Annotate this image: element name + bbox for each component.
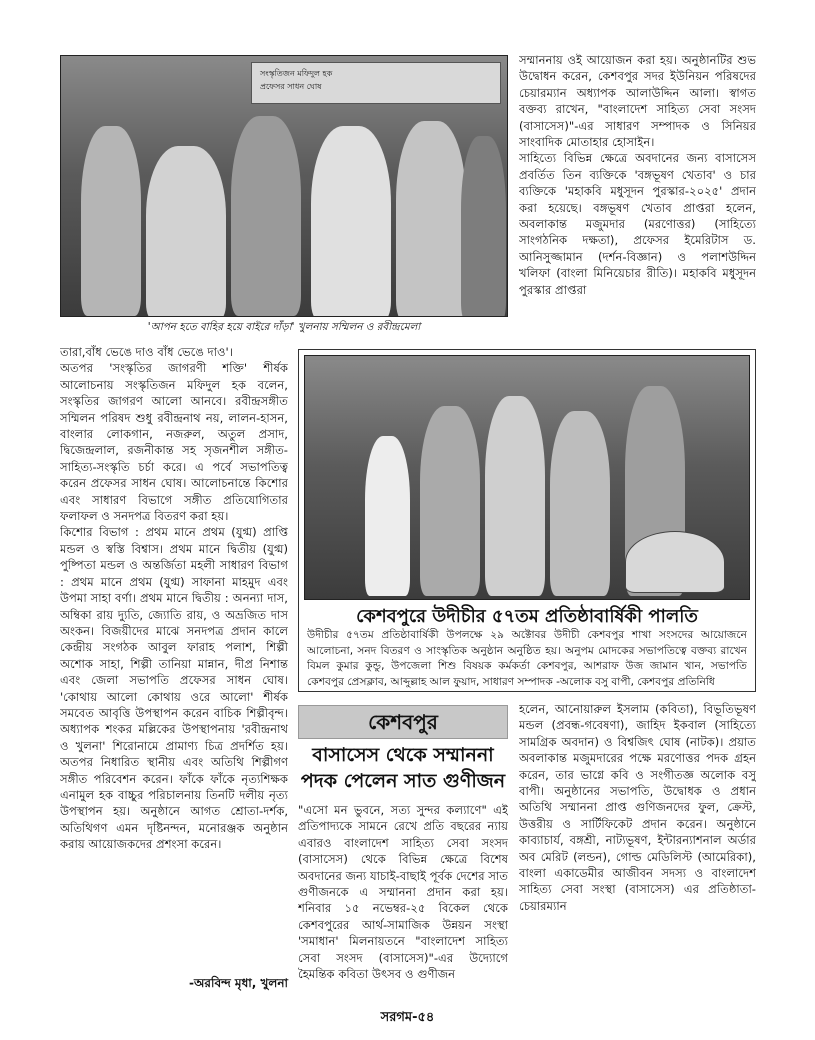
right-column-top <box>519 52 756 335</box>
photo-caption: 'আপন হতে বাহির হয়ে বাইরে দাঁড়া' খুলনায় সম্মিলন ও রবীন্দ্রমেলা <box>147 321 421 333</box>
paragraph: কিশোর বিভাগ : প্রথম মানে প্রথম (যুগ্ম) প্রাপ্তি মন্ডল ও স্বস্তি বিশ্বাস। প্রথম মানে দ্বিতীয় (যুগ্ম) পুষ্পিতা মন্ডল ও অন্তর্জিতা মহলী সাধারণ বিভাগ : প্রথম মানে প্রথম (যুগ্ম) সাফানা মাহমুদ এবং উপমা সাহা বর্ণা। প্রথম মানে দ্বিতীয় : অনন্যা দাস, অম্বিকা রায় দ্যুতি, জ্যোতি রায়, ও অভ্রজিত দাস অংকন। বিজয়ীদের মাঝে সনদপত্র প্রদান কালে কেন্দ্রীয় সংগঠক আবুল ফারাহ পলাশ, শিল্পী অশোক সাহা, শিল্পী তানিয়া মান্নান, দীপ্র নিশান্ত এবং জেলা সভাপতি প্রফেসর সাধন ঘোষ। 'কোথায় আলো কোথায় ওরে আলো' শীর্ষক সমবেত আবৃত্তি উপস্থাপন করেন বাচিক শিল্পীবৃন্দ। অধ্যাপক শংকর মল্লিকের উপস্থাপনায় 'রবীন্দ্রনাথ ও খুলনা' শিরোনামে প্রামাণ্য চিত্র প্রদর্শিত হয়। অতপর নিধারিত স্থানীয় এবং অতিথি শিল্পীগণ সঙ্গীত পরিবেশন করেন। ফাঁকে ফাঁকে নৃত্যশিক্ষক এনামুল হক বাচ্চুর পরিচালনায় তিনটি দলীয় নৃত্য উপস্থাপন হয়। অনুষ্ঠানে আগত শ্রোতা-দর্শক, অতিথিগণ এমন দৃষ্টিনন্দন, মনোরঞ্জক অনুষ্ঠান করায় আয়োজকদের প্রশংসা করেন। <box>60 525 288 852</box>
signature: -অরবিন্দ মৃধা, খুলনা <box>189 976 288 990</box>
right-column-bottom: হলেন, আনোয়ারুল ইসলাম (কবিতা), বিভূতিভূষণ মন্ডল (প্রবন্ধ-গবেষণা), জাহিদ ইকবাল (সাহিত্যে সামগ্রিক অবদান) ও বিশ্বজিৎ ঘোষ (নাটক)। প্রয়াত অবলাকান্ত মজুমদারের পক্ষে মরণোত্তর পদক গ্রহন করেন, তার ভাগ্নে কবি ও সংগীতজ্ঞ অলোক বসু বাপী। অনুষ্ঠানের সভাপতি, উদ্বোধক ও প্রধান অতিথি সম্মাননা প্রাপ্ত গুণিজনদের ফুল, ক্রেস্ট, উত্তরীয় ও সার্টিফিকেট প্রদান করেন। অনুষ্ঠানে কাব্যাচার্য, বঙ্গশ্রী, নাট্যভূষণ, ইন্টারন্যাশনাল অর্ডার অব মেরিট (লন্ডন), গোল্ড মেডিলিস্ট (আমেরিকা), বাংলা একাডেমীর আজীবন সদস্য ও বাংলাদেশ সাহিত্য সেবা সংস্থা (বাসাসেস) এর প্রতিষ্ঠাতা-চেয়ারম্যান <box>519 702 756 913</box>
child-figure <box>365 436 410 596</box>
person-figure <box>231 116 301 316</box>
tabla-drum <box>625 531 725 593</box>
photo-rabindra-mela <box>60 55 508 317</box>
person-figure <box>396 121 466 317</box>
paragraph: তারা,বাঁধ ভেঙে দাও বাঁধ ভেঙে দাও'। <box>60 345 233 359</box>
article-headline <box>298 742 508 798</box>
headline-line-2: পদক পেলেন সাত গুণীজন <box>300 770 506 792</box>
paragraph: অতপর 'সংস্কৃতির জাগরণী শক্তি' শীর্ষক আলোচনায় সংস্কৃতিজন মফিদুল হক বলেন, সংস্কৃতির জাগরণ আলো আনবে। রবীন্দ্রসঙ্গীত সম্মিলন পরিষদ শুধু রবীন্দ্রনাথ নয়, লালন-হাসন, বাংলার লোকগান, নজরুল, অতুল প্রসাদ, দ্বিজেন্দ্রলাল, রজনীকান্ত সহ সৃজনশীল সঙ্গীত-সাহিত্য-সংস্কৃতি চর্চা করে। এ পর্বে সভাপতিত্ব করেন প্রফেসর সাধন ঘোষ। আলোচনান্তে কিশোর এবং সাধারণ বিভাগে সঙ্গীত প্রতিযোগিতার ফলাফল ও সনদপত্র বিতরণ করা হয়। <box>60 361 288 524</box>
section-label: কেশবপুর <box>298 705 508 739</box>
paragraph: সম্মাননায় ওই আয়োজন করা হয়। অনুষ্ঠানটির শুভ উদ্বোধন করেন, কেশবপুর সদর ইউনিয়ন পরিষদের চেয়ারম্যান অধ্যাপক আলাউদ্দিন আলা। স্বাগত বক্তব্য রাখেন, "বাংলাদেশ সাহিত্য সেবা সংসদ (বাসাসেস)"-এর সাধারণ সম্পাদক ও সিনিয়র সাংবাদিক মোতাহার হোসাইন। <box>519 53 756 150</box>
page-footer: সরগম-৫৪ <box>380 1010 435 1025</box>
paragraph: সাহিত্যে বিভিন্ন ক্ষেত্রে অবদানের জন্য বাসাসেস প্রবর্তিত তিন ব্যক্তিকে 'বঙ্গভূষণ খেতাব' ও চার ব্যক্তিকে 'মহাকবি মধুসূদন পুরস্কার-২০২৫' প্রদান করা হয়েছে। বঙ্গভূষণ খেতাব প্রাপ্তরা হলেন, অবলাকান্ত মজুমদার (মরণোত্তর) (সাহিত্যে সাংগঠনিক দক্ষতা), প্রফেসর ইমেরিটাস ড. আনিসুজ্জামান (দর্শন-বিজ্ঞান) ও পলাশউদ্দিন খলিফা (বাংলা মিনিয়েচার রীতি)। মহাকবি মধুসূদন পুরস্কার প্রাপ্তরা <box>519 151 756 297</box>
news-box-body: উদীচীর ৫৭তম প্রতিষ্ঠাবার্ষিকী উপলক্ষে ২৯ অক্টোবর উদীচী কেশবপুর শাখা সংসদের আয়োজনে আলোচনা, সনদ বিতরণ ও সাংস্কৃতিক অনুষ্ঠান অনুষ্ঠিত হয়। অনুপম মোদকের সভাপতিত্বে বক্তব্য রাখেন বিমল কুমার কুন্ডু, উপজেলা শিশু বিষয়ক কর্মকর্তা কেশবপুর, আশরাফ উজ জামান খান, সভাপতি কেশবপুর প্রেসক্লাব, আব্দুল্লাহ আল ফুয়াদ, সাধারণ সম্পাদক -অলোক বসু বাপী, কেশবপুর প্রতিনিধি <box>307 629 747 688</box>
person-figure <box>146 146 226 317</box>
person-figure <box>550 411 610 596</box>
stage-banner <box>251 62 501 104</box>
person-figure <box>461 136 506 317</box>
person-figure <box>311 126 391 317</box>
person-figure <box>81 126 141 316</box>
middle-column: "এসো মন ভুবনে, সত্য সুন্দর কল্যাণে" এই প্রতিপাদ্যকে সামনে রেখে প্রতি বছরের ন্যায় এবারও বাংলাদেশ সাহিত্য সেবা সংসদ (বাসাসেস) থেকে বিভিন্ন ক্ষেত্রে বিশেষ অবদানের জন্য যাচাই-বাছাই পূর্বক দেশের সাত গুণীজনকে এ সম্মাননা প্রদান করা হয়। শনিবার ১৫ নভেম্বর-২৫ বিকেল থেকে কেশবপুরের আর্থ-সামাজিক উন্নয়ন সংস্থা 'সমাধান' মিলনায়তনে "বাংলাদেশ সাহিত্য সেবা সংসদ (বাসাসেস)"-এর উদ্যোগে হৈমন্তিক কবিতা উৎসব ও গুণীজন <box>298 803 508 982</box>
left-column <box>60 344 288 974</box>
person-figure <box>485 396 545 596</box>
photo-udichi <box>304 355 750 600</box>
banner-line-1: সংস্কৃতিজন মফিদুল হক <box>260 69 333 78</box>
news-box <box>298 349 756 692</box>
headline-line-1: বাসাসেস থেকে সম্মাননা <box>312 744 494 766</box>
news-box-headline: কেশবপুরে উদীচীর ৫৭তম প্রতিষ্ঠাবার্ষিকী পালতি <box>356 606 698 626</box>
person-figure <box>420 406 480 596</box>
banner-line-2: প্রফেসর সাধন ঘোষ <box>260 82 322 91</box>
